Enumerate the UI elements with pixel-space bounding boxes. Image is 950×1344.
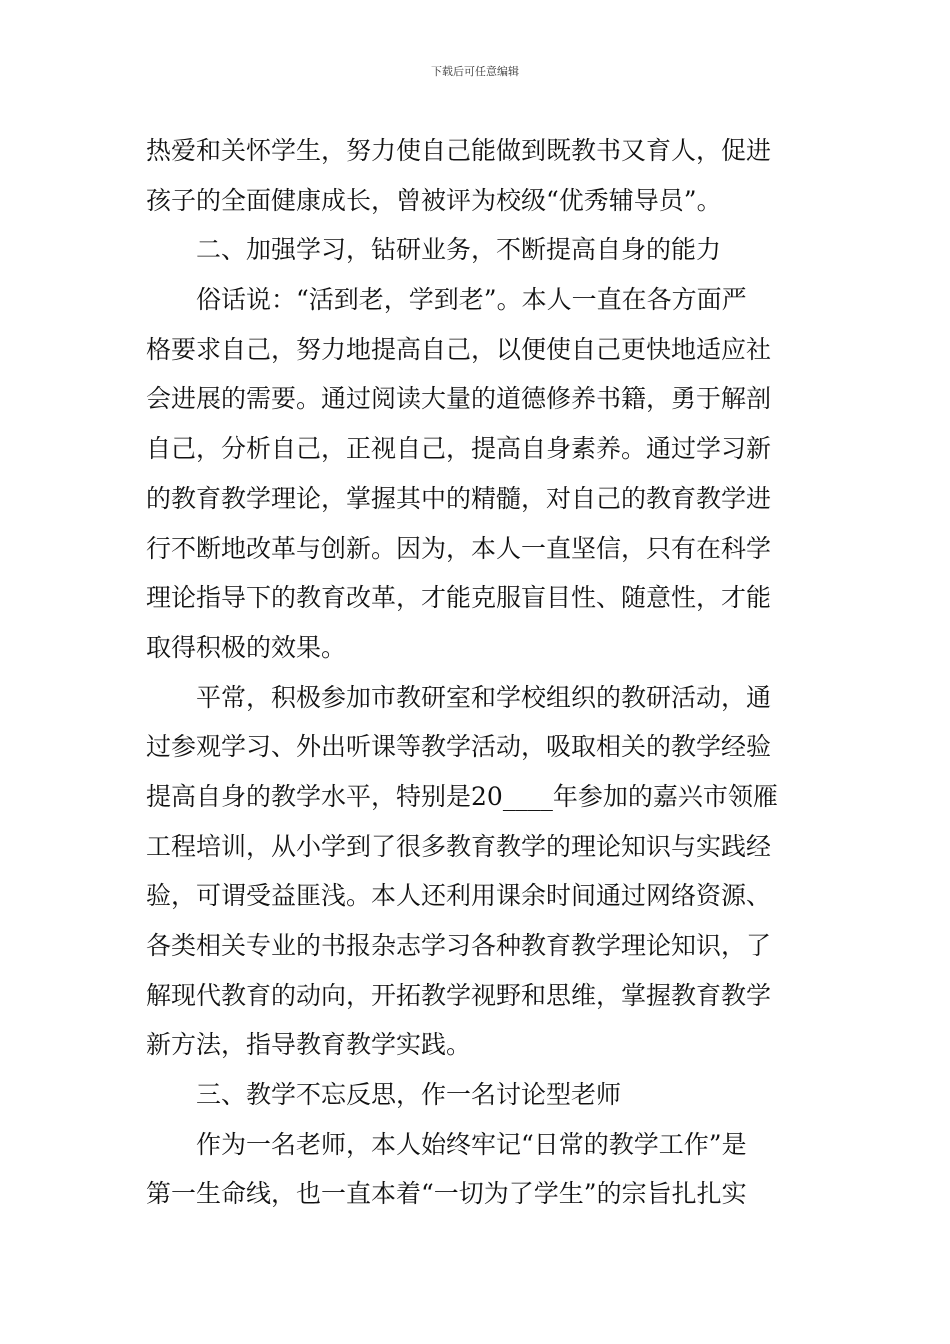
- text-line: 新方法，指导教育教学实践。: [146, 1030, 472, 1060]
- text-line: 平常，积极参加市教研室和学校组织的教研活动，通: [196, 682, 772, 712]
- text-line: 会进展的需要。通过阅读大量的道德修养书籍，勇于解剖: [146, 384, 772, 414]
- text-line: 自己，分析自己，正视自己，提高自身素养。通过学习新: [146, 434, 772, 464]
- text-line: 行不断地改革与创新。因为，本人一直坚信，只有在科学: [146, 533, 772, 563]
- text-line: 工程培训，从小学到了很多教育教学的理论知识与实践经: [146, 831, 772, 861]
- document-body: [146, 126, 810, 1219]
- text-line: 各类相关专业的书报杂志学习各种教育教学理论知识，了: [146, 931, 772, 960]
- text-line: 第一生命线，也一直本着“一切为了学生”的宗旨扎扎实: [146, 1179, 747, 1209]
- text-line: 作为一名老师，本人始终牢记“日常的教学工作”是: [196, 1129, 747, 1159]
- text-line: 格要求自己，努力地提高自己，以便使自己更快地适应社: [146, 334, 772, 364]
- text-line: 取得积极的效果。: [146, 632, 347, 662]
- section-heading: 三、教学不忘反思，作一名讨论型老师: [196, 1080, 622, 1110]
- text-line: 解现代教育的动向，开拓教学视野和思维，掌握教育教学: [146, 980, 772, 1010]
- text-line: 提高自身的教学水平，特别是20____年参加的嘉兴市领雁: [146, 781, 778, 811]
- text-line: 验，可谓受益匪浅。本人还利用课余时间通过网络资源、: [146, 881, 772, 911]
- page-header-note: 下载后可任意编辑: [431, 65, 519, 78]
- text-line: 孩子的全面健康成长，曾被评为校级“优秀辅导员”。: [146, 185, 722, 215]
- section-heading: 二、加强学习，钻研业务，不断提高自身的能力: [196, 235, 722, 265]
- text-line: 热爱和关怀学生，努力使自己能做到既教书又育人，促进: [146, 136, 772, 165]
- text-line: 理论指导下的教育改革，才能克服盲目性、随意性，才能: [146, 583, 772, 613]
- text-line: 过参观学习、外出听课等教学活动，吸取相关的教学经验: [146, 732, 772, 762]
- text-line: 的教育教学理论，掌握其中的精髓，对自己的教育教学进: [146, 483, 772, 513]
- text-line: 俗话说：“活到老，学到老”。本人一直在各方面严: [196, 285, 747, 315]
